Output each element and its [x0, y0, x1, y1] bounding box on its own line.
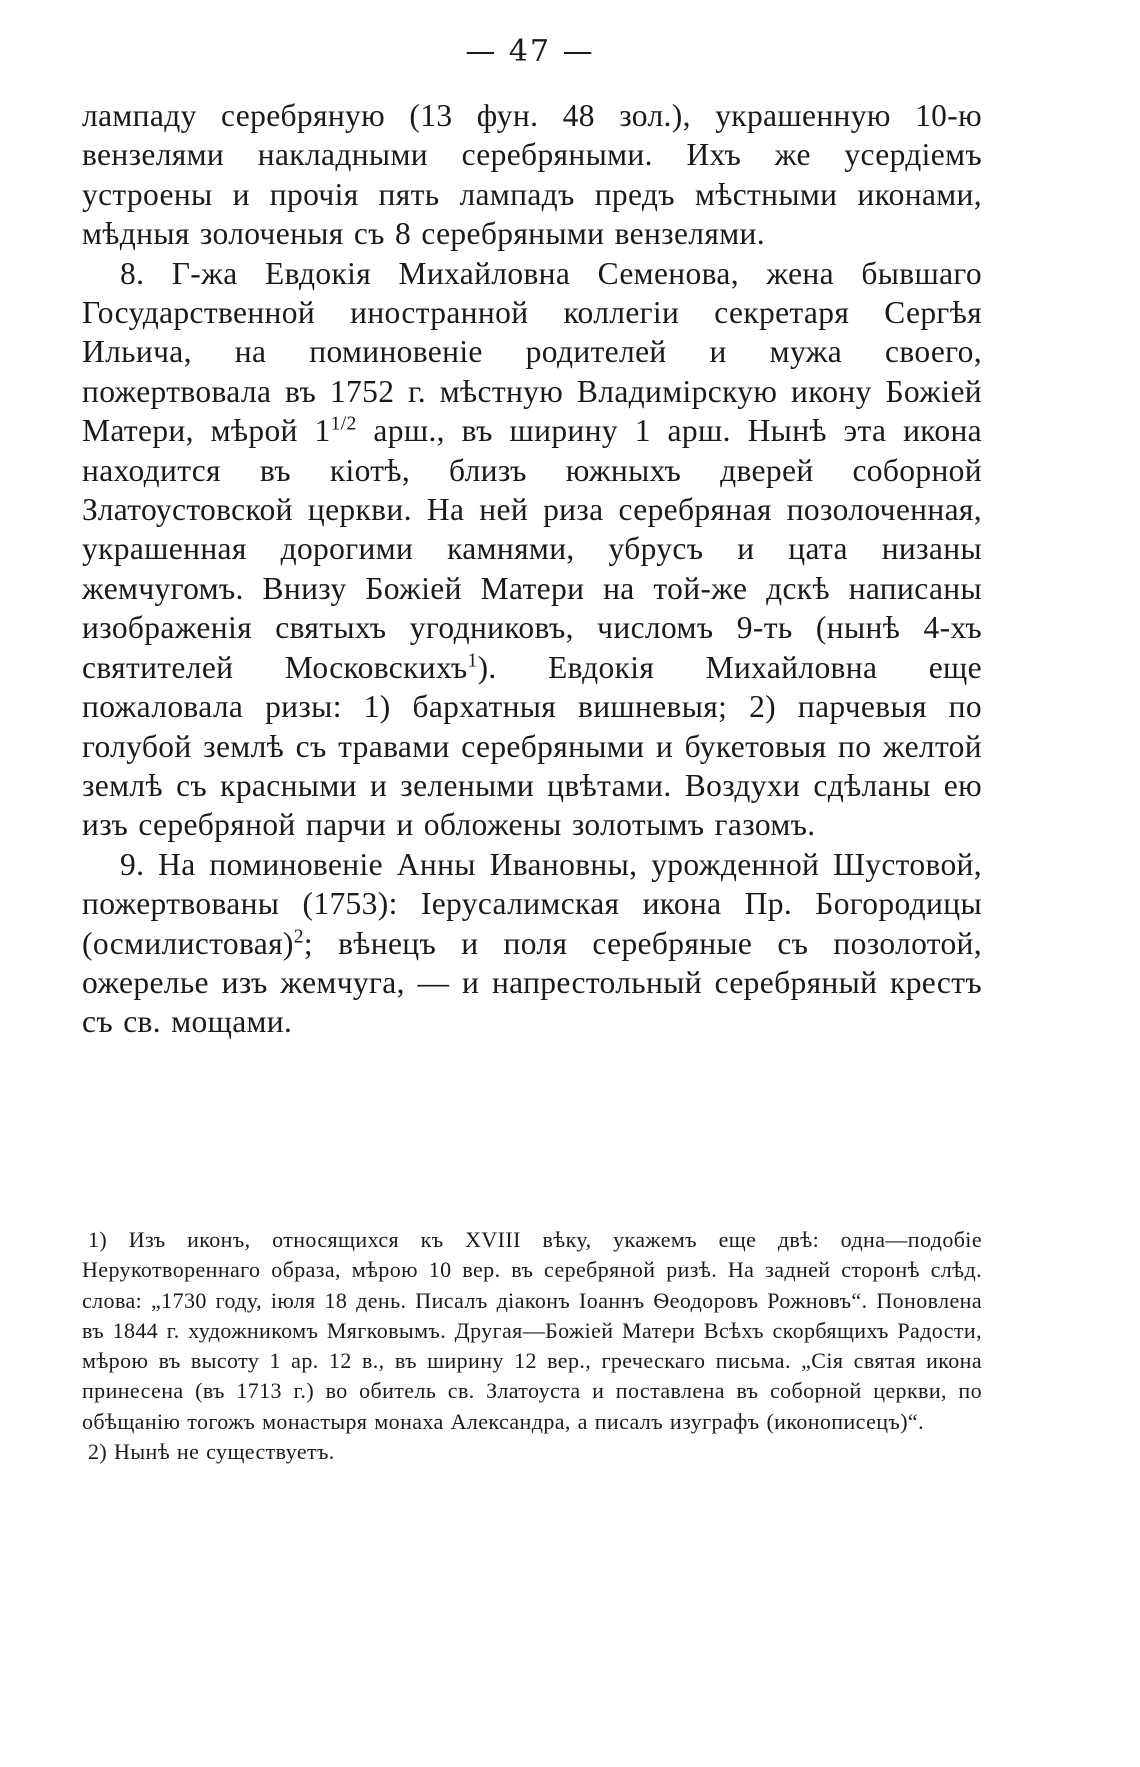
paragraph-8 — [82, 254, 982, 845]
footnote-text: Изъ иконъ, относящихся къ XVIII вѣку, укажемъ еще двѣ: одна—подобіе Нерукотвореннаго образа, мѣрою 10 вер. въ серебряной ризѣ. На задней сторонѣ слѣд. слова: „1730 году, іюля 18 день. Писалъ діаконъ Іоаннъ Ѳеодоровъ Рожновъ“. Поновлена въ 1844 г. художникомъ Мягковымъ. Другая—Божіей Матери Всѣхъ скорбящихъ Радости, мѣрою въ высоту 1 ар. 12 в., въ ширину 12 вер., греческаго письма. „Сія святая икона принесена (въ 1713 г.) во обитель св. Златоуста и поставлена въ соборной церкви, по обѣщанію тогожъ монастыря монаха Александра, а писалъ изуграфъ (иконописецъ)“. — [82, 1227, 982, 1434]
paragraph-text: 9. На поминовеніе Анны Ивановны, урожденной Шустовой, пожертвованы (1753): Іерусалимская икона Пр. Богородицы (осмилистовая) — [82, 846, 982, 961]
paragraph-9 — [82, 845, 982, 1042]
paragraph-text: ; вѣнецъ и поля серебряные съ позолотой, ожерелье изъ жемчуга, — и напрестольный серебряный крестъ съ св. мощами. — [82, 925, 982, 1040]
paragraph-text: 8. Г-жа Евдокія Михайловна Семенова, жена бывшаго Государственной иностранной коллегіи секретаря Сергѣя Ильича, на поминовеніе родителей и мужа своего, пожертвовала въ 1752 г. мѣстную Владимірскую икону Божіей Матери, мѣрой 1 — [82, 255, 982, 449]
footnotes — [82, 1225, 982, 1467]
paragraph-continuation — [82, 96, 982, 254]
footnote-text: Нынѣ не существуетъ. — [114, 1439, 335, 1465]
paragraph-text: лампаду серебряную (13 фун. 48 зол.), украшенную 10-ю вензелями накладными серебряными. Ихъ же усердіемъ устроены и прочія пять лампадъ предъ мѣстными иконами, мѣдныя золоченыя съ 8 серебряными вензелями. — [82, 98, 982, 252]
fraction: 1/2 — [330, 413, 357, 435]
footnote-1 — [82, 1225, 982, 1437]
paragraph-text: ). Евдокія Михайловна еще пожаловала ризы: 1) бархатныя вишневыя; 2) парчевыя по голубой землѣ съ травами серебряными и букетовыя по желтой землѣ съ красными и зелеными цвѣтами. Воздухи сдѣланы ею изъ серебряной парчи и обложены золотымъ газомъ. — [82, 649, 982, 843]
main-text — [82, 96, 982, 1042]
footnote-ref-2[interactable]: 2 — [293, 926, 304, 948]
footnote-ref-1[interactable]: 1 — [467, 650, 478, 672]
page-number: — 47 — — [465, 34, 595, 69]
footnote-marker: 1) — [88, 1227, 108, 1252]
footnote-2 — [82, 1437, 982, 1467]
footnote-marker: 2) — [88, 1439, 108, 1465]
paragraph-text: арш., въ ширину 1 арш. Нынѣ эта икона находится въ кіотѣ, близъ южныхъ дверей соборной Златоустовской церкви. На ней риза серебряная позолоченная, украшенная дорогими камнями, убрусъ и цата низаны жемчугомъ. Внизу Божіей Матери на той-же дскѣ написаны изображенія святыхъ угодниковъ, числомъ 9-ть (нынѣ 4-хъ святителей Московскихъ — [82, 413, 982, 685]
